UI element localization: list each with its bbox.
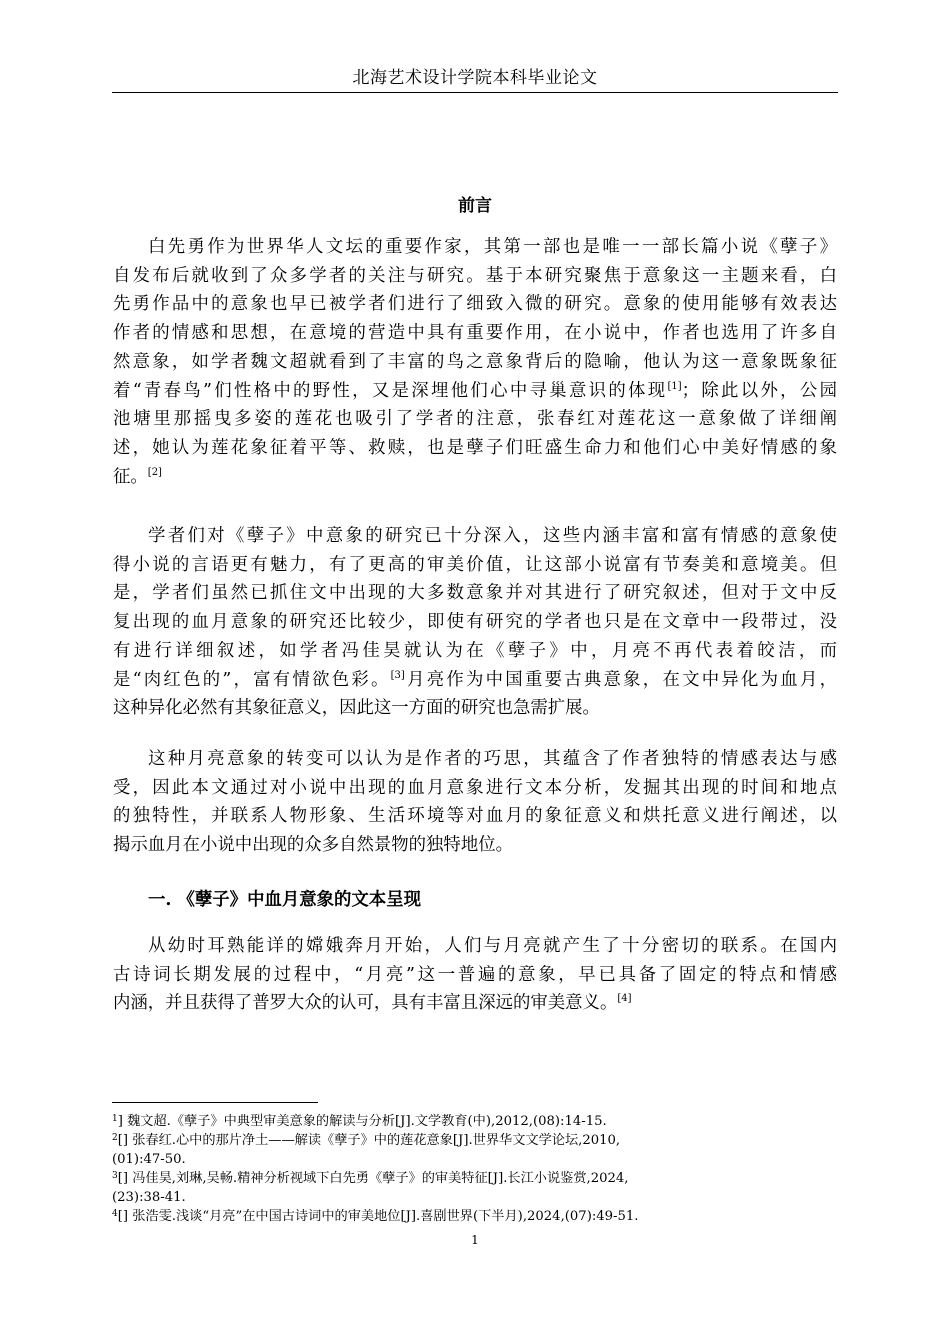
- text-span: 内涵，并且获得了普罗大众的认可，具有丰富且深远的审美意义。: [113, 993, 618, 1014]
- text-span: 月亮作为中国重要古典意象，在文中异化为血月，: [404, 669, 837, 690]
- text-line: 自发布后就收到了众多学者的关注与研究。基于本研究聚焦于意象这一主题来看，白: [113, 265, 837, 286]
- footnote-text-cont: (23):38-41.: [112, 1190, 186, 1205]
- text-line: [113, 666, 837, 695]
- text-line: 揭示血月在小说中出现的众多自然景物的独特地位。: [113, 835, 513, 856]
- citation-3: [3]: [390, 669, 405, 681]
- text-line: 先勇作品中的意象也早已被学者们进行了细致入微的研究。意象的使用能够有效表达: [113, 294, 837, 315]
- text-line: 述，她认为莲花象征着平等、救赎，也是孽子们旺盛生命力和他们心中美好情感的象: [113, 437, 837, 458]
- footnote-mark: 1: [112, 1114, 118, 1124]
- text-line: [113, 377, 837, 406]
- citation-4: [4]: [617, 993, 632, 1005]
- footnote-4: [112, 1207, 838, 1226]
- preface-paragraph-2: [113, 522, 837, 723]
- section1-paragraph: [113, 932, 837, 1018]
- text-line: 作者的情感和思想，在意境的营造中具有重要作用，在小说中，作者也选用了许多自: [113, 323, 837, 344]
- footnote-1: [112, 1112, 838, 1131]
- citation-2: [2]: [147, 466, 162, 478]
- citation-1: [1]: [667, 380, 682, 392]
- text-span: 是“肉红色的”，富有情欲色彩。: [113, 669, 391, 690]
- text-line: 的独特性，并联系人物形象、生活环境等对血月的象征意义和烘托意义进行阐述，以: [113, 806, 837, 827]
- header-rule: [112, 92, 838, 93]
- footnote-text-cont: (01):47-50.: [112, 1152, 186, 1167]
- footnote-mark: 3: [112, 1171, 118, 1181]
- text-line: 复出现的血月意象的研究还比较少，即使有研究的学者也只是在文章中一段带过，没: [113, 612, 837, 633]
- footnote-2: [112, 1131, 838, 1169]
- footnote-3: [112, 1169, 838, 1207]
- text-line: 这种异化必然有其象征意义，因此这一方面的研究也急需扩展。: [113, 698, 600, 719]
- text-line: 古诗词长期发展的过程中，“月亮”这一普遍的意象，早已具备了固定的特点和情感: [113, 964, 837, 985]
- preface-paragraph-3: [113, 745, 837, 860]
- text-line: [113, 989, 837, 1018]
- footnotes: [112, 1112, 838, 1226]
- text-span: ；除此以外，公园: [681, 380, 837, 401]
- text-line: 白先勇作为世界华人文坛的重要作家，其第一部也是唯一一部长篇小说《孽子》: [148, 237, 837, 257]
- running-header: 北海艺术设计学院本科毕业论文: [352, 68, 598, 88]
- preface-title: 前言: [458, 196, 492, 216]
- text-line: 池塘里那摇曳多姿的莲花也吸引了学者的注意，张春红对莲花这一意象做了详细阐: [113, 409, 837, 430]
- footnote-separator: [112, 1102, 318, 1103]
- footnote-text: [] 冯佳昊,刘琳,吴畅.精神分析视域下白先勇《孽子》的审美特征[J].长江小说鉴赏,2024,: [117, 1171, 629, 1186]
- footnote-text: [] 张浩雯.浅谈“月亮”在中国古诗词中的审美地位[J].喜剧世界(下半月),2024,(07):49-51.: [117, 1209, 639, 1224]
- text-line: 得小说的言语更有魅力，有了更高的审美价值，让这部小说富有节奏美和意境美。但: [113, 554, 837, 575]
- text-line: 学者们对《孽子》中意象的研究已十分深入，这些内涵丰富和富有情感的意象使: [148, 526, 837, 546]
- text-line: 然意象，如学者魏文超就看到了丰富的鸟之意象背后的隐喻，他认为这一意象既象征: [113, 351, 837, 372]
- text-line: 有进行详细叙述，如学者冯佳昊就认为在《孽子》中，月亮不再代表着皎洁，而: [113, 640, 837, 661]
- footnote-text: ] 魏文超.《孽子》中典型审美意象的解读与分析[J].文学教育(中),2012,(08):14-15.: [117, 1114, 607, 1129]
- text-line: 是，学者们虽然已抓住文中出现的大多数意象并对其进行了研究叙述，但对于文中反: [113, 583, 837, 604]
- section-heading: 一. 《孽子》中血月意象的文本呈现: [148, 890, 421, 910]
- page-number: 1: [471, 1233, 479, 1247]
- text-line: 从幼时耳熟能详的嫦娥奔月开始，人们与月亮就产生了十分密切的联系。在国内: [148, 936, 837, 956]
- footnote-text: [] 张春红.心中的那片净土——解读《孽子》中的莲花意象[J].世界华文文学论坛,2010,: [117, 1133, 621, 1148]
- text-line: 受，因此本文通过对小说中出现的血月意象进行文本分析，发掘其出现的时间和地点: [113, 777, 837, 798]
- text-span: 着“青春鸟”们性格中的野性，又是深埋他们心中寻巢意识的体现: [113, 380, 668, 401]
- text-line: 这种月亮意象的转变可以认为是作者的巧思，其蕴含了作者独特的情感表达与感: [148, 749, 837, 769]
- preface-paragraph-1: [113, 233, 837, 491]
- footnote-mark: 2: [112, 1133, 118, 1143]
- text-span: 征。: [113, 466, 148, 487]
- text-line: [113, 463, 837, 492]
- footnote-mark: 4: [112, 1209, 118, 1219]
